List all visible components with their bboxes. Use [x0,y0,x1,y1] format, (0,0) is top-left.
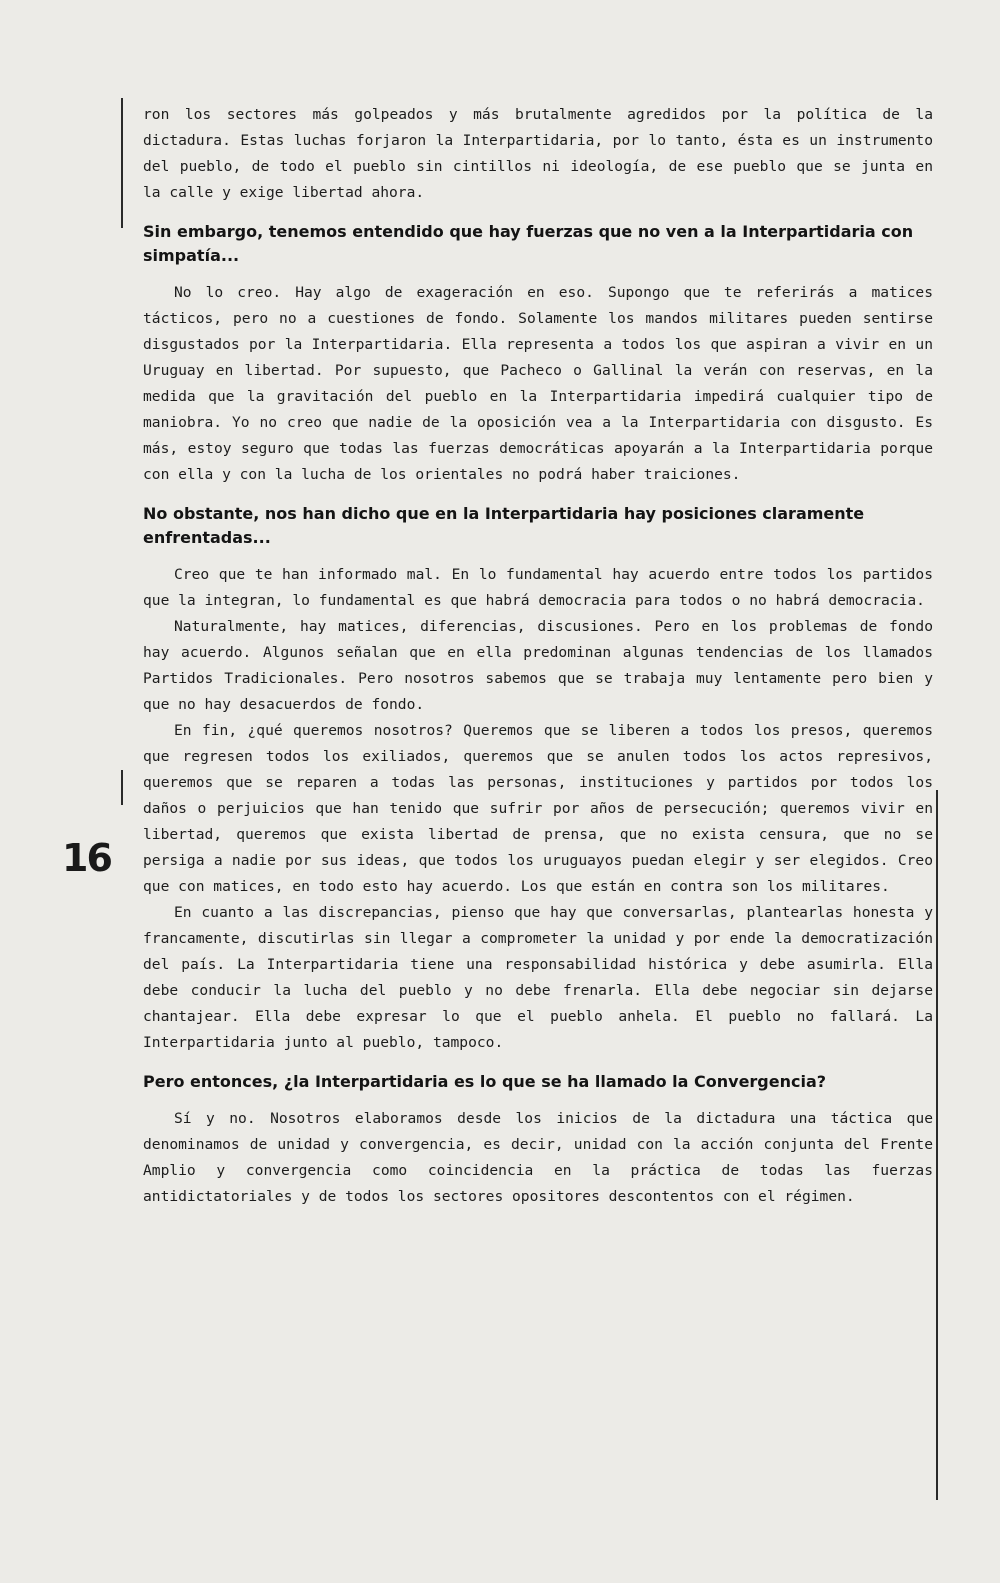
page-number: 16 [62,836,111,880]
paragraph: En fin, ¿qué queremos nosotros? Queremos que se liberen a todos los presos, queremos que regresen todos los exiliados, queremos que se anulen todos los actos represivos, queremos que se reparen a todas las personas, instituciones y partidos por todos los daños o perjuicios que han tenido que sufrir por años de persecución; queremos vivir en libertad, queremos que exista libertad de prensa, que no exista censura, que no se persiga a nadie por sus ideas, que todos los uruguayos puedan elegir y ser elegidos. Creo que con matices, en todo esto hay acuerdo. Los que están en contra son los militares. [143,722,933,895]
margin-rule-left [121,98,123,228]
paragraph: Naturalmente, hay matices, diferencias, discusiones. Pero en los problemas de fondo hay acuerdo. Algunos señalan que en ella predominan algunas tendencias de los llamados Partidos Tradicionales. Pero nosotros sabemos que se trabaja muy lentamente pero bien y que no hay desacuerdos de fondo. [143,618,933,713]
paragraph: Creo que te han informado mal. En lo fundamental hay acuerdo entre todos los partidos que la integran, lo fundamental es que habrá democracia para todos o no habrá democracia. [143,566,933,609]
paragraph: Sí y no. Nosotros elaboramos desde los inicios de la dictadura una táctica que denominamos de unidad y convergencia, es decir, unidad con la acción conjunta del Frente Amplio y convergencia como coincidencia en la práctica de todas las fuerzas antidictatoriales y de todos los sectores opositores descontentos con el régimen. [143,1110,933,1205]
paragraph: En cuanto a las discrepancias, pienso que hay que conversarlas, plantearlas honesta y francamente, discutirlas sin llegar a comprometer la unidad y por ende la democratización del país. La Interpartidaria tiene una responsabilidad histórica y debe asumirla. Ella debe conducir la lucha del pueblo y no debe frenarla. Ella debe negociar sin dejarse chantajear. Ella debe expresar lo que el pueblo anhela. El pueblo no fallará. La Interpartidaria junto al pueblo, tampoco. [143,904,933,1051]
paragraph: ron los sectores más golpeados y más brutalmente agredidos por la política de la dictadura. Estas luchas forjaron la Interpartidaria, por lo tanto, ésta es un instrumento del pueblo, de todo el pueblo sin cintillos ni ideología, de ese pueblo que se junta en la calle y exige libertad ahora. [143,106,933,201]
paragraph: No lo creo. Hay algo de exageración en eso. Supongo que te referirás a matices tácticos, pero no a cuestiones de fondo. Solamente los mandos militares pueden sentirse disgustados por la Interpartidaria. Ella representa a todos los que aspiran a vivir en un Uruguay en libertad. Por supuesto, que Pacheco o Gallinal la verán con reservas, en la medida que la gravitación del pueblo en la Interpartidaria impedirá cualquier tipo de maniobra. Yo no creo que nadie de la oposición vea a la Interpartidaria con disgusto. Es más, estoy seguro que todas las fuerzas democráticas apoyarán a la Interpartidaria porque con ella y con la lucha de los orientales no podrá haber traiciones. [143,284,933,483]
interview-question: Pero entonces, ¿la Interpartidaria es lo que se ha llamado la Convergencia? [143,1072,827,1091]
interview-question: No obstante, nos han dicho que en la Interpartidaria hay posiciones claramente enfrentadas... [143,504,865,547]
article-body [143,102,933,1210]
margin-rule-right [936,790,938,1500]
margin-rule-left-lower [121,770,123,805]
interview-question: Sin embargo, tenemos entendido que hay fuerzas que no ven a la Interpartidaria con simpatía... [143,222,914,265]
